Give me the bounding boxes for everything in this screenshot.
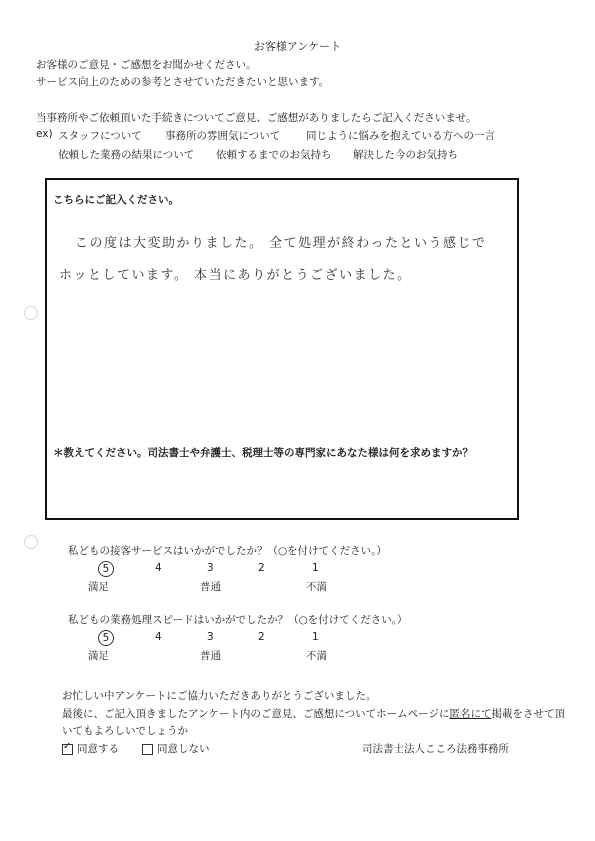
handwritten-comment-line-1: この度は大変助かりました。 全て処理が終わったという感じで <box>75 236 487 251</box>
consent-text-a: 最後に、ご記入頂きましたアンケート内のご意見、ご感想についてホームページに <box>62 708 450 720</box>
disagree-label: 同意しない <box>157 743 210 755</box>
speed-label-high: 満足 <box>88 650 109 662</box>
expert-question: ＊教えてください。司法書士や弁護士、税理士等の専門家にあなた様は何を求めますか？ <box>53 447 473 459</box>
handwritten-comment-line-2: ホッとしています。 本当にありがとうございました。 <box>59 268 412 283</box>
office-name: 司法書士法人こころ法務事務所 <box>362 743 509 755</box>
example-message: 同じように悩みを抱えている方への一言 <box>306 130 495 142</box>
disagree-checkbox[interactable] <box>142 744 153 755</box>
examples-prefix: ex) <box>36 128 53 140</box>
consent-text-b: 掲載をさせて頂 <box>491 708 565 720</box>
speed-scale-3[interactable]: 3 <box>207 631 214 643</box>
example-atmosphere: 事務所の雰囲気について <box>165 130 281 142</box>
example-now: 解決した今のお気持ち <box>353 149 458 161</box>
speed-scale-4[interactable]: 4 <box>155 631 162 643</box>
reception-scale-4[interactable]: 4 <box>155 562 162 574</box>
closing-consent-line <box>62 706 565 721</box>
selected-circle: 5 <box>98 630 114 646</box>
reception-scale-3[interactable]: 3 <box>207 562 214 574</box>
speed-label-low: 不満 <box>306 650 327 662</box>
example-before: 依頼するまでのお気持ち <box>216 149 332 161</box>
comment-box <box>45 178 519 520</box>
agree-option[interactable] <box>62 741 119 756</box>
selected-circle: 5 <box>98 561 114 577</box>
reception-scale-2[interactable]: 2 <box>258 562 265 574</box>
consent-text-anonymous: 匿名にて <box>449 708 492 720</box>
comment-box-heading: こちらにご記入ください。 <box>53 194 179 206</box>
intro-line-3: 当事務所やご依頼頂いた手続きについてご意見、ご感想がありましたらご記入くださいませ。 <box>36 112 477 124</box>
closing-thanks: お忙しい中アンケートにご協力いただきありがとうございました。 <box>62 690 377 702</box>
reception-label-high: 満足 <box>88 581 109 593</box>
speed-question: 私どもの業務処理スピードはいかがでしたか？（○を付けてください。） <box>68 614 408 626</box>
reception-question: 私どもの接客サービスはいかがでしたか？（○を付けてください。） <box>68 545 387 557</box>
speed-scale-2[interactable]: 2 <box>258 631 265 643</box>
agree-label: 同意する <box>77 743 119 755</box>
intro-line-2: サービス向上のための参考とさせていただきたいと思います。 <box>36 76 330 88</box>
page-title: お客様アンケート <box>253 40 342 53</box>
reception-label-low: 不満 <box>306 581 327 593</box>
example-result: 依頼した業務の結果について <box>58 149 195 161</box>
closing-line-3: いてもよろしいでしょうか <box>62 725 188 737</box>
reception-scale-5[interactable] <box>98 561 114 577</box>
reception-scale-1[interactable]: 1 <box>312 562 319 574</box>
punch-hole-bottom <box>24 535 38 549</box>
intro-line-1: お客様のご意見・ご感想をお聞かせください。 <box>36 59 257 71</box>
speed-scale-5[interactable] <box>98 630 114 646</box>
punch-hole-top <box>24 306 38 320</box>
example-staff: スタッフについて <box>58 130 142 142</box>
speed-scale-1[interactable]: 1 <box>312 631 319 643</box>
agree-checkbox[interactable] <box>62 744 73 755</box>
speed-label-mid: 普通 <box>200 650 221 662</box>
disagree-option[interactable] <box>142 741 210 756</box>
reception-label-mid: 普通 <box>200 581 221 593</box>
